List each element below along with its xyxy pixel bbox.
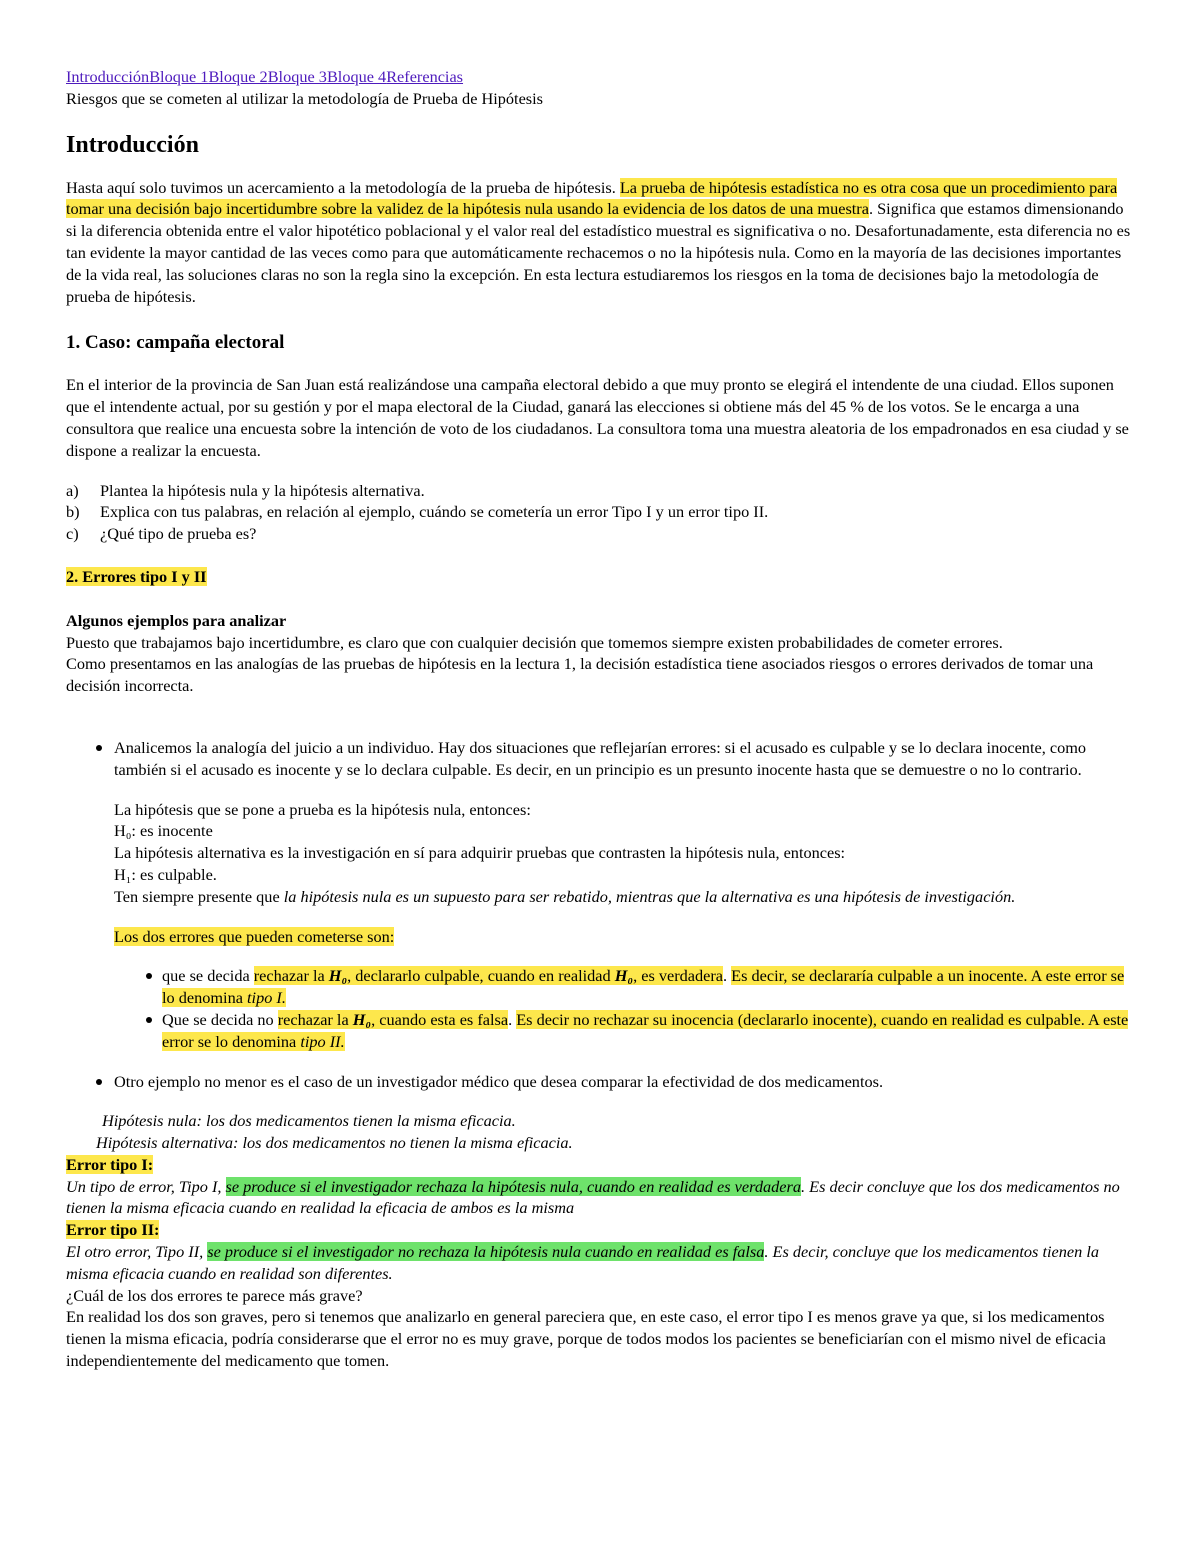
list-item-text: Plantea la hipótesis nula y la hipótesis alternativa. xyxy=(100,480,425,500)
alt-hypothesis-2: Hipótesis alternativa: los dos medicamentos no tienen la misma eficacia. xyxy=(96,1133,573,1153)
sub1-tipo-i: tipo I. xyxy=(247,988,286,1008)
sub2-highlight: Es decir no rechazar su inocencia (declararlo inocente), cuando en realidad es culpable. A este error se lo denomina xyxy=(162,1009,1129,1051)
errores-subheading: Algunos ejemplos para analizar xyxy=(66,610,287,630)
error-i-pre: Un tipo de error, Tipo I, xyxy=(66,1176,226,1196)
sub1-text: que se decida xyxy=(162,966,254,986)
h0-line: H₀: es inocente xyxy=(114,821,213,841)
juicio-bullet-text: Analicemos la analogía del juicio a un individuo. Hay dos situaciones que reflejarían errores: si el acusado es culpable y se lo declara inocente, como también si el acusado es inocente y se lo declara culpable. Es decir, en un principio es un presunto inocente hasta que se demuestre o no lo contrario. xyxy=(114,737,1087,779)
document-page xyxy=(66,66,1136,1372)
intro-text-start: Hasta aquí solo tuvimos un acercamiento a la metodología de la prueba de hipótesis. xyxy=(66,177,620,197)
sub1-h0: H₀ xyxy=(614,966,634,986)
answer-paragraph: En realidad los dos son graves, pero si tenemos que analizarlo en general pareciera que, en este caso, el error tipo I es menos grave ya que, si los medicamentos tienen la misma eficacia, podría considerarse que el error no es muy grave, porque de todos modos los pacientes se beneficiarían con el mismo nivel de eficacia independientemente del medicamento que tomen. xyxy=(66,1307,1106,1371)
nav-link-bloque-4[interactable]: Bloque 4 xyxy=(326,67,387,86)
remember-line xyxy=(114,886,1136,908)
remember-italic: la hipótesis nula es un supuesto para ser rebatido, mientras que la alternativa es una hipótesis de investigación. xyxy=(283,886,1016,906)
error-tipo-ii-label xyxy=(66,1219,1136,1241)
list-item xyxy=(66,1071,1136,1093)
caso-paragraph: En el interior de la provincia de San Juan está realizándose una campaña electoral debido a que muy pronto se elegirá el intendente de una ciudad. Ellos suponen que el intendente actual, por su gestión y por el mapa electoral de la Ciudad, ganará las elecciones si obtiene más del 45 % de los votos. Se le encarga a una consultora que realice una encuesta sobre la intención de voto de los ciudadanos. La consultora toma una muestra aleatoria de los empadronados en esa ciudad y se dispone a realizar la encuesta. xyxy=(66,375,1129,460)
second-example-list xyxy=(66,1071,1136,1093)
nav-links xyxy=(66,66,1136,88)
sub2-text: . xyxy=(508,1009,517,1029)
error-i-post: . Es decir concluye que los dos medicamentos no tienen la misma eficacia cuando en realidad la eficacia de ambos es la misma xyxy=(66,1176,1120,1218)
sub1-highlight: , es verdadera xyxy=(633,966,724,986)
nav-link-bloque-1[interactable]: Bloque 1 xyxy=(149,67,209,86)
errores-paragraph-2: Como presentamos en las analogías de las pruebas de hipótesis en la lectura 1, la decisión estadística tiene asociados riesgos o errores derivados de tomar una decisión incorrecta. xyxy=(66,654,1094,696)
intro-text-end: . Significa que estamos dimensionando si la diferencia obtenida entre el valor hipotético poblacional y el valor real del estadístico muestral es significativa o no. Desafortunadamente, esta diferencia no es tan evidente la mayor cantidad de las veces como para que automáticamente rechacemos o no la hipótesis nula. Como en la mayoría de las decisiones importantes de la vida real, las soluciones claras no son la regla sino la excepción. En esta lectura estudiaremos los riesgos en la toma de decisiones bajo la metodología de prueba de hipótesis. xyxy=(66,199,1131,306)
list-item-text: Explica con tus palabras, en relación al ejemplo, cuándo se cometería un error Tipo I y un error tipo II. xyxy=(100,502,769,522)
nav-link-bloque-2[interactable]: Bloque 2 xyxy=(208,67,268,86)
question-line: ¿Cuál de los dos errores te parece más grave? xyxy=(66,1285,363,1305)
sub2-highlight: , cuando esta es falsa xyxy=(371,1009,509,1029)
list-item xyxy=(66,965,1136,1009)
error-tipo-i-label xyxy=(66,1154,1136,1176)
null-hypothesis-2: Hipótesis nula: los dos medicamentos tienen la misma eficacia. xyxy=(102,1111,516,1131)
page-subtitle: Riesgos que se cometen al utilizar la metodología de Prueba de Hipótesis xyxy=(66,88,544,108)
sub1-text: . xyxy=(723,966,732,986)
h-alt-intro: La hipótesis alternativa es la investigación en sí para adquirir pruebas que contrasten la hipótesis nula, entonces: xyxy=(114,843,846,863)
list-marker: a) xyxy=(66,480,79,500)
sub1-h0: H₀ xyxy=(328,966,348,986)
list-item xyxy=(66,737,1136,947)
h1-line: H₁: es culpable. xyxy=(114,864,217,884)
nav-link-bloque-3[interactable]: Bloque 3 xyxy=(267,67,327,86)
sub2-text: Que se decida no xyxy=(162,1009,278,1029)
list-item xyxy=(66,523,1136,545)
examples-list xyxy=(66,737,1136,947)
sub1-highlight: , declararlo culpable, cuando en realidad xyxy=(347,966,615,986)
errores-heading xyxy=(66,566,1136,588)
sub1-highlight: Es decir, se declararía culpable a un inocente. A este error se lo denomina xyxy=(162,966,1125,1008)
error-ii-post: . Es decir, concluye que los medicamentos tienen la misma eficacia cuando en realidad son diferentes. xyxy=(66,1242,1099,1283)
sub1-highlight: rechazar la xyxy=(253,966,329,986)
list-marker: c) xyxy=(66,524,79,544)
two-errors-text: Los dos errores que pueden cometerse son: xyxy=(114,926,395,946)
nav-link-referencias[interactable]: Referencias xyxy=(386,67,464,86)
sub2-h0: H₀ xyxy=(352,1009,372,1029)
errores-heading-text: 2. Errores tipo I y II xyxy=(66,566,207,586)
remember-text: Ten siempre presente que xyxy=(114,886,284,906)
error-i-highlight: se produce si el investigador rechaza la hipótesis nula, cuando en realidad es verdadera xyxy=(225,1176,801,1196)
list-item xyxy=(66,480,1136,502)
caso-heading: 1. Caso: campaña electoral xyxy=(66,332,285,354)
two-errors-line xyxy=(114,926,1136,948)
error-ii-highlight: se produce si el investigador no rechaza la hipótesis nula cuando en realidad es falsa xyxy=(207,1242,765,1262)
sub2-highlight: rechazar la xyxy=(277,1009,353,1029)
intro-heading: Introducción xyxy=(66,131,199,158)
list-marker: b) xyxy=(66,502,80,522)
sub2-tipo-ii: tipo II. xyxy=(300,1031,345,1051)
hypothesis-intro: La hipótesis que se pone a prueba es la hipótesis nula, entonces: xyxy=(114,799,531,819)
error-ii-pre: El otro error, Tipo II, xyxy=(66,1242,208,1262)
list-item xyxy=(66,1009,1136,1053)
error-tipo-ii-label-text: Error tipo II: xyxy=(66,1220,160,1240)
list-item xyxy=(66,501,1136,523)
caso-list xyxy=(66,480,1136,545)
intro-highlight: La prueba de hipótesis estadística no es otra cosa que un procedimiento para tomar una decisión bajo incertidumbre sobre la validez de la hipótesis nula usando la evidencia de los datos de una muestra xyxy=(66,177,1118,219)
list-item-text: ¿Qué tipo de prueba es? xyxy=(100,524,257,544)
error-tipo-ii-text xyxy=(66,1241,1136,1285)
error-tipo-i-label-text: Error tipo I: xyxy=(66,1154,154,1174)
medicos-bullet-text: Otro ejemplo no menor es el caso de un investigador médico que desea comparar la efectividad de dos medicamentos. xyxy=(114,1071,884,1091)
error-tipo-i-text xyxy=(66,1176,1136,1220)
intro-paragraph xyxy=(66,177,1136,308)
error-types-list xyxy=(66,965,1136,1052)
nav-link-introduccion[interactable]: Introducción xyxy=(66,67,150,86)
errores-paragraph-1: Puesto que trabajamos bajo incertidumbre, es claro que con cualquier decisión que tomemos siempre existen probabilidades de cometer errores. xyxy=(66,632,1003,652)
